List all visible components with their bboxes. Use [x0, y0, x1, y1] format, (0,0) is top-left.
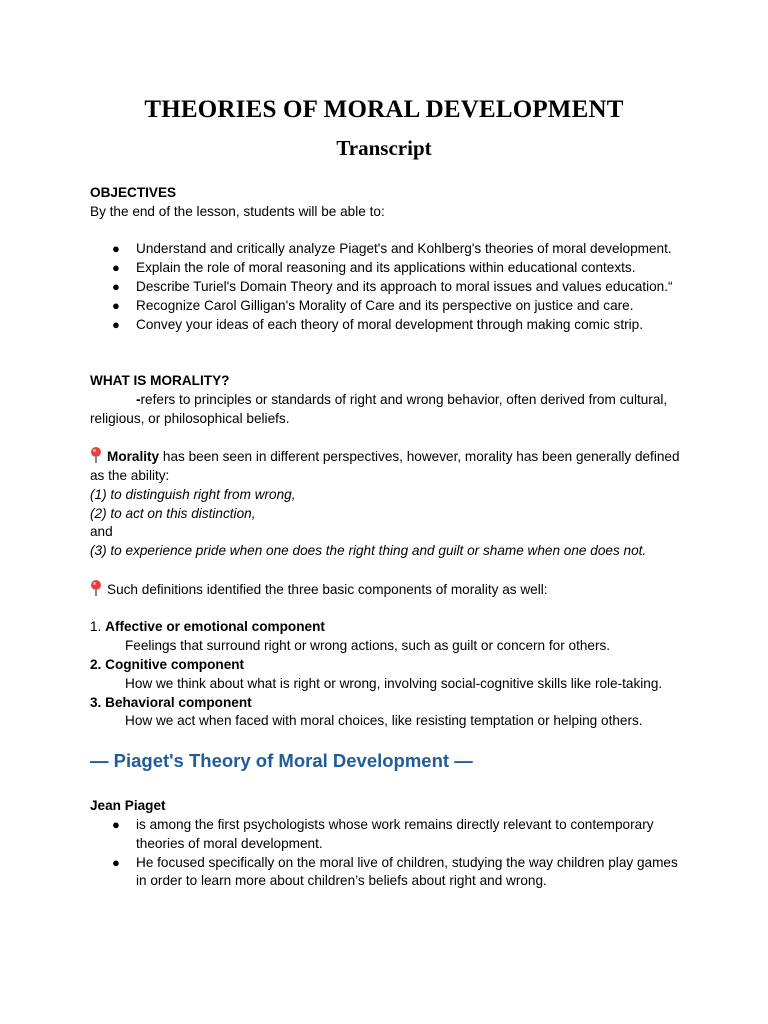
- morality-heading: WHAT IS MORALITY?: [90, 372, 230, 388]
- component-number: 3.: [90, 694, 106, 710]
- objectives-list: [90, 240, 690, 334]
- piaget-item: [90, 854, 690, 892]
- spacer: [90, 561, 690, 580]
- component-name: Affective or emotional component: [105, 619, 325, 635]
- component-name: Behavioral component: [105, 694, 252, 710]
- components-intro-text: Such definitions identified the three basic components of morality as well:: [107, 581, 548, 597]
- ability-item: (2) to act on this distinction,: [90, 505, 256, 521]
- spacer: [90, 222, 690, 241]
- spacer: [90, 428, 690, 447]
- objective-item: [90, 240, 690, 259]
- spacer: [90, 600, 690, 619]
- objective-item: [90, 316, 690, 335]
- morality-definition: [90, 391, 690, 429]
- objectives-heading: OBJECTIVES: [90, 185, 177, 200]
- piaget-text: is among the first psychologists whose work remains directly relevant to contemporary theories of moral development.: [136, 816, 654, 851]
- objective-item: [90, 278, 690, 297]
- component-name: Cognitive component: [105, 656, 245, 672]
- component-title: [90, 618, 690, 637]
- document-body: [90, 184, 690, 891]
- objective-text: Recognize Carol Gilligan's Morality of Care and its perspective on justice and care.: [136, 297, 634, 313]
- piaget-item: [90, 816, 690, 854]
- objective-text: Convey your ideas of each theory of moral development through making comic strip.: [136, 316, 643, 332]
- objective-text: Describe Turiel's Domain Theory and its approach to moral issues and values education.“: [136, 278, 673, 294]
- component-title: [90, 694, 690, 713]
- document-title: THEORIES OF MORAL DEVELOPMENT: [144, 96, 624, 123]
- component-description: How we think about what is right or wrong, involving social-cognitive skills like role-taking.: [125, 675, 663, 691]
- piaget-text: He focused specifically on the moral live of children, studying the way children play games in order to learn more about children’s beliefs about right and wrong.: [136, 854, 678, 889]
- document-subtitle: Transcript: [336, 136, 432, 160]
- bullet-icon: ●: [112, 260, 120, 276]
- component-description: How we act when faced with moral choices, like resisting temptation or helping others.: [125, 713, 643, 729]
- perspective-text: has been seen in different perspectives, however, morality has been generally defined as the ability:: [90, 449, 680, 483]
- round-pushpin-icon: [90, 580, 102, 596]
- piaget-list: [90, 816, 690, 891]
- definition-dash: -: [136, 391, 141, 407]
- component-number: 2.: [90, 656, 106, 672]
- objectives-intro: By the end of the lesson, students will be able to:: [90, 203, 385, 219]
- ability-item: (1) to distinguish right from wrong,: [90, 486, 296, 502]
- component-description: Feelings that surround right or wrong actions, such as guilt or concern for others.: [125, 638, 611, 654]
- objective-item: [90, 297, 690, 316]
- spacer: [90, 773, 690, 797]
- components-intro: [90, 580, 690, 600]
- round-pushpin-icon: [90, 447, 102, 463]
- bullet-icon: ●: [112, 297, 120, 313]
- component-number: 1.: [90, 619, 106, 635]
- spacer: [90, 334, 690, 372]
- piaget-person: Jean Piaget: [90, 798, 166, 814]
- bullet-icon: ●: [112, 854, 120, 870]
- bullet-icon: ●: [112, 278, 120, 294]
- bullet-icon: ●: [112, 316, 120, 332]
- bullet-icon: ●: [112, 816, 120, 832]
- definition-text: refers to principles or standards of right and wrong behavior, often derived from cultural, religious, or philosophical beliefs.: [90, 391, 668, 426]
- bullet-icon: ●: [112, 241, 120, 257]
- objective-item: [90, 259, 690, 278]
- and-text: and: [90, 524, 113, 540]
- objective-text: Explain the role of moral reasoning and its applications within educational contexts.: [136, 260, 636, 276]
- morality-term: Morality: [107, 449, 160, 465]
- piaget-section-heading: — Piaget's Theory of Moral Development —: [90, 750, 473, 772]
- ability-item: (3) to experience pride when one does the right thing and guilt or shame when one does not.: [90, 543, 647, 559]
- component-title: [90, 656, 690, 675]
- objective-text: Understand and critically analyze Piaget's and Kohlberg's theories of moral development.: [136, 241, 672, 257]
- morality-perspective: [90, 447, 690, 486]
- spacer: [90, 731, 690, 749]
